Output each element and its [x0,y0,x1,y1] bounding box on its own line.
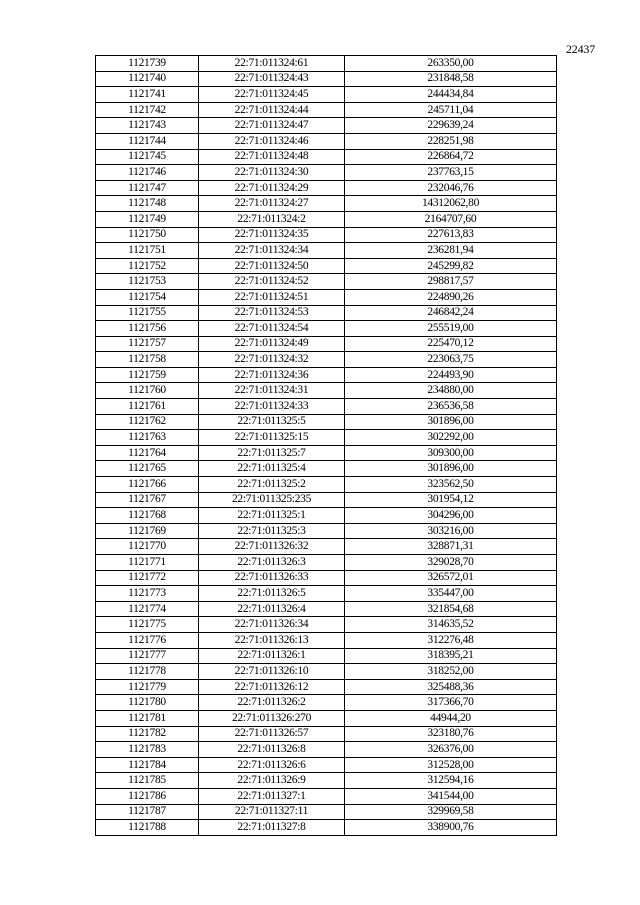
row-id-cell: 1121758 [96,352,199,368]
cadastral-number-cell: 22:71:011326:13 [199,632,345,648]
row-id-cell: 1121747 [96,180,199,196]
value-cell: 309300,00 [345,445,557,461]
row-id-cell: 1121750 [96,227,199,243]
row-id-cell: 1121755 [96,305,199,321]
row-id-cell: 1121746 [96,165,199,181]
value-cell: 224890,26 [345,289,557,305]
value-cell: 329028,70 [345,555,557,571]
value-cell: 228251,98 [345,133,557,149]
table-row [96,399,557,415]
cadastral-number-cell: 22:71:011324:61 [199,56,345,72]
table-row [96,258,557,274]
value-cell: 2164707,60 [345,211,557,227]
row-id-cell: 1121751 [96,243,199,259]
cadastral-number-cell: 22:71:011326:3 [199,555,345,571]
row-id-cell: 1121784 [96,757,199,773]
row-id-cell: 1121771 [96,555,199,571]
value-cell: 321854,68 [345,601,557,617]
value-cell: 341544,00 [345,788,557,804]
table-row [96,149,557,165]
table-row [96,367,557,383]
table-row [96,461,557,477]
table-row [96,632,557,648]
table-row [96,742,557,758]
table-row [96,523,557,539]
table-row [96,383,557,399]
table-row [96,211,557,227]
cadastral-number-cell: 22:71:011324:31 [199,383,345,399]
table-row [96,586,557,602]
cadastral-number-cell: 22:71:011324:47 [199,118,345,134]
table-row [96,508,557,524]
row-id-cell: 1121783 [96,742,199,758]
cadastral-number-cell: 22:71:011325:5 [199,414,345,430]
table-row [96,820,557,836]
table-row [96,336,557,352]
row-id-cell: 1121775 [96,617,199,633]
cadastral-number-cell: 22:71:011326:2 [199,695,345,711]
table-row [96,492,557,508]
value-cell: 245711,04 [345,102,557,118]
row-id-cell: 1121766 [96,477,199,493]
row-id-cell: 1121770 [96,539,199,555]
cadastral-number-cell: 22:71:011325:2 [199,477,345,493]
value-cell: 323180,76 [345,726,557,742]
value-cell: 304296,00 [345,508,557,524]
row-id-cell: 1121748 [96,196,199,212]
row-id-cell: 1121756 [96,321,199,337]
row-id-cell: 1121787 [96,804,199,820]
table-body [96,56,557,836]
row-id-cell: 1121753 [96,274,199,290]
row-id-cell: 1121772 [96,570,199,586]
row-id-cell: 1121764 [96,445,199,461]
row-id-cell: 1121767 [96,492,199,508]
cadastral-number-cell: 22:71:011326:10 [199,664,345,680]
row-id-cell: 1121777 [96,648,199,664]
row-id-cell: 1121752 [96,258,199,274]
table-row [96,274,557,290]
table-row [96,757,557,773]
value-cell: 328871,31 [345,539,557,555]
cadastral-number-cell: 22:71:011324:29 [199,180,345,196]
value-cell: 326376,00 [345,742,557,758]
cadastral-number-cell: 22:71:011325:3 [199,523,345,539]
row-id-cell: 1121774 [96,601,199,617]
cadastral-number-cell: 22:71:011324:33 [199,399,345,415]
cadastral-number-cell: 22:71:011324:30 [199,165,345,181]
value-cell: 335447,00 [345,586,557,602]
table-row [96,804,557,820]
cadastral-number-cell: 22:71:011325:7 [199,445,345,461]
table-row [96,726,557,742]
value-cell: 245299,82 [345,258,557,274]
value-cell: 338900,76 [345,820,557,836]
cadastral-number-cell: 22:71:011324:34 [199,243,345,259]
row-id-cell: 1121785 [96,773,199,789]
value-cell: 318252,00 [345,664,557,680]
row-id-cell: 1121779 [96,679,199,695]
cadastral-number-cell: 22:71:011325:235 [199,492,345,508]
value-cell: 301896,00 [345,414,557,430]
value-cell: 236281,94 [345,243,557,259]
value-cell: 223063,75 [345,352,557,368]
table-row [96,695,557,711]
cadastral-number-cell: 22:71:011324:51 [199,289,345,305]
value-cell: 246842,24 [345,305,557,321]
value-cell: 263350,00 [345,56,557,72]
cadastral-number-cell: 22:71:011324:45 [199,87,345,103]
table-row [96,773,557,789]
value-cell: 237763,15 [345,165,557,181]
row-id-cell: 1121745 [96,149,199,165]
table-row [96,617,557,633]
value-cell: 298817,57 [345,274,557,290]
row-id-cell: 1121778 [96,664,199,680]
row-id-cell: 1121761 [96,399,199,415]
cadastral-number-cell: 22:71:011326:270 [199,710,345,726]
row-id-cell: 1121743 [96,118,199,134]
table-row [96,414,557,430]
cadastral-number-cell: 22:71:011326:5 [199,586,345,602]
table-row [96,321,557,337]
table-row [96,570,557,586]
cadastral-number-cell: 22:71:011325:4 [199,461,345,477]
table-row [96,102,557,118]
cadastral-number-cell: 22:71:011324:43 [199,71,345,87]
cadastral-number-cell: 22:71:011324:53 [199,305,345,321]
value-cell: 244434,84 [345,87,557,103]
cadastral-number-cell: 22:71:011327:1 [199,788,345,804]
value-cell: 226864,72 [345,149,557,165]
row-id-cell: 1121763 [96,430,199,446]
row-id-cell: 1121741 [96,87,199,103]
cadastral-number-cell: 22:71:011326:4 [199,601,345,617]
table-row [96,133,557,149]
row-id-cell: 1121759 [96,367,199,383]
table-row [96,601,557,617]
table-row [96,71,557,87]
row-id-cell: 1121773 [96,586,199,602]
table-row [96,710,557,726]
table-row [96,305,557,321]
table-row [96,664,557,680]
cadastral-number-cell: 22:71:011326:32 [199,539,345,555]
row-id-cell: 1121780 [96,695,199,711]
value-cell: 318395,21 [345,648,557,664]
table-row [96,430,557,446]
row-id-cell: 1121744 [96,133,199,149]
cadastral-number-cell: 22:71:011324:48 [199,149,345,165]
table-row [96,180,557,196]
table-row [96,679,557,695]
table-row [96,648,557,664]
value-cell: 301954,12 [345,492,557,508]
value-cell: 234880,00 [345,383,557,399]
data-table [95,55,557,836]
value-cell: 227613,83 [345,227,557,243]
row-id-cell: 1121782 [96,726,199,742]
row-id-cell: 1121739 [96,56,199,72]
row-id-cell: 1121788 [96,820,199,836]
cadastral-number-cell: 22:71:011324:52 [199,274,345,290]
table-row [96,87,557,103]
value-cell: 302292,00 [345,430,557,446]
row-id-cell: 1121757 [96,336,199,352]
value-cell: 44944,20 [345,710,557,726]
cadastral-number-cell: 22:71:011325:15 [199,430,345,446]
cadastral-number-cell: 22:71:011326:1 [199,648,345,664]
row-id-cell: 1121769 [96,523,199,539]
value-cell: 14312062,80 [345,196,557,212]
table-row [96,445,557,461]
value-cell: 225470,12 [345,336,557,352]
cadastral-number-cell: 22:71:011324:27 [199,196,345,212]
row-id-cell: 1121786 [96,788,199,804]
value-cell: 301896,00 [345,461,557,477]
cadastral-number-cell: 22:71:011324:46 [199,133,345,149]
table-row [96,477,557,493]
page-number: 22437 [566,42,596,56]
row-id-cell: 1121765 [96,461,199,477]
row-id-cell: 1121762 [96,414,199,430]
row-id-cell: 1121781 [96,710,199,726]
cadastral-number-cell: 22:71:011324:2 [199,211,345,227]
value-cell: 314635,52 [345,617,557,633]
value-cell: 325488,36 [345,679,557,695]
value-cell: 229639,24 [345,118,557,134]
value-cell: 312276,48 [345,632,557,648]
cadastral-number-cell: 22:71:011326:57 [199,726,345,742]
table-row [96,289,557,305]
table-row [96,539,557,555]
cadastral-number-cell: 22:71:011327:8 [199,820,345,836]
row-id-cell: 1121754 [96,289,199,305]
value-cell: 231848,58 [345,71,557,87]
table-row [96,555,557,571]
cadastral-number-cell: 22:71:011326:12 [199,679,345,695]
value-cell: 323562,50 [345,477,557,493]
value-cell: 312528,00 [345,757,557,773]
cadastral-number-cell: 22:71:011324:36 [199,367,345,383]
table-row [96,788,557,804]
cadastral-number-cell: 22:71:011324:32 [199,352,345,368]
table-row [96,118,557,134]
cadastral-number-cell: 22:71:011326:9 [199,773,345,789]
cadastral-number-cell: 22:71:011324:54 [199,321,345,337]
cadastral-number-cell: 22:71:011326:6 [199,757,345,773]
value-cell: 329969,58 [345,804,557,820]
value-cell: 236536,58 [345,399,557,415]
table-row [96,56,557,72]
row-id-cell: 1121742 [96,102,199,118]
value-cell: 303216,00 [345,523,557,539]
cadastral-number-cell: 22:71:011325:1 [199,508,345,524]
row-id-cell: 1121760 [96,383,199,399]
cadastral-number-cell: 22:71:011326:8 [199,742,345,758]
cadastral-number-cell: 22:71:011326:34 [199,617,345,633]
value-cell: 326572,01 [345,570,557,586]
cadastral-number-cell: 22:71:011324:44 [199,102,345,118]
row-id-cell: 1121776 [96,632,199,648]
value-cell: 317366,70 [345,695,557,711]
table-row [96,165,557,181]
cadastral-number-cell: 22:71:011324:50 [199,258,345,274]
cadastral-number-cell: 22:71:011324:49 [199,336,345,352]
row-id-cell: 1121740 [96,71,199,87]
table-row [96,227,557,243]
cadastral-number-cell: 22:71:011324:35 [199,227,345,243]
row-id-cell: 1121749 [96,211,199,227]
value-cell: 224493,90 [345,367,557,383]
table-row [96,243,557,259]
table-row [96,352,557,368]
table-row [96,196,557,212]
cadastral-number-cell: 22:71:011327:11 [199,804,345,820]
value-cell: 312594,16 [345,773,557,789]
value-cell: 232046,76 [345,180,557,196]
cadastral-number-cell: 22:71:011326:33 [199,570,345,586]
value-cell: 255519,00 [345,321,557,337]
row-id-cell: 1121768 [96,508,199,524]
